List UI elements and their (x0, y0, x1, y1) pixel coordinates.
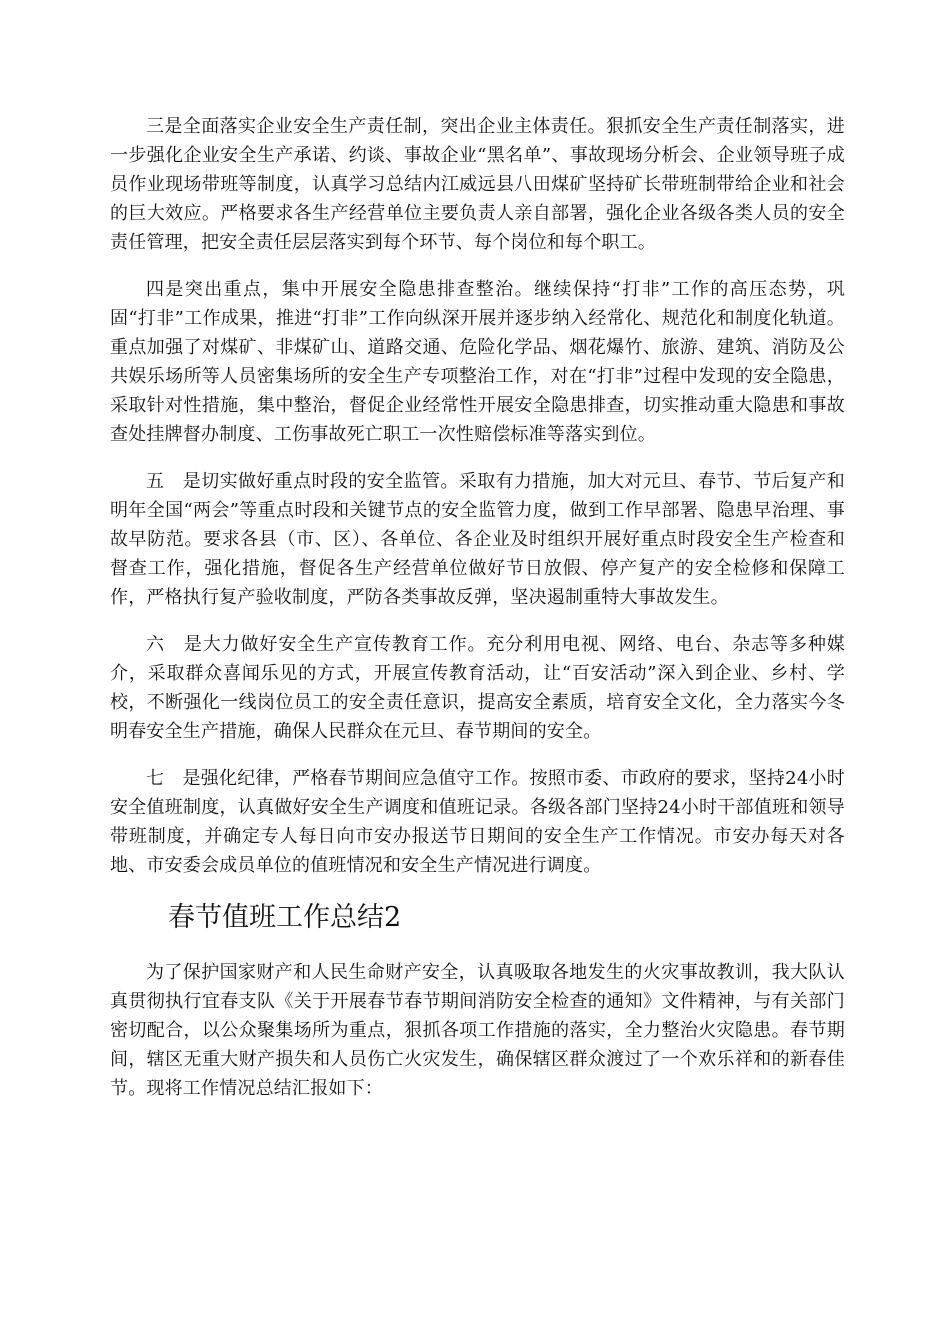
paragraph-3-responsibility: 三是全面落实企业安全生产责任制，突出企业主体责任。狠抓安全生产责任制落实，进一步强化企业安全生产承诺、约谈、事故企业“黑名单”、事故现场分析会、企业领导班子成员作业现场带班等制度，认真学习总结内江威远县八田煤矿坚持矿长带班制带给企业和社会的巨大效应。严格要求各生产经营单位主要负责人亲自部署，强化企业各级各类人员的安全责任管理，把安全责任层层落实到每个环节、每个岗位和每个职工。 (110, 116, 845, 253)
paragraph-6-publicity: 六 是大力做好安全生产宣传教育工作。充分利用电视、网络、电台、杂志等多种媒介，采取群众喜闻乐见的方式，开展宣传教育活动，让“百安活动”深入到企业、乡村、学校，不断强化一线岗位员工的安全责任意识，提高安全素质，培育安全文化，全力落实今冬明春安全生产措施，确保人民群众在元旦、春节期间的安全。 (110, 634, 845, 742)
section-title: 春节值班工作总结2 (168, 902, 402, 933)
paragraph-7-discipline: 七 是强化纪律，严格春节期间应急值守工作。按照市委、市政府的要求，坚持24小时安全值班制度，认真做好安全生产调度和值班记录。各级各部门坚持24小时干部值班和领导带班制度，并确定专人每日向市安办报送节日期间的安全生产工作情况。市安办每天对各地、市安委会成员单位的值班情况和安全生产情况进行调度。 (110, 768, 845, 876)
paragraph-4-hazard-inspection: 四是突出重点，集中开展安全隐患排查整治。继续保持“打非”工作的高压态势，巩固“打非”工作成果，推进“打非”工作向纵深开展并逐步纳入经常化、规范化和制度化轨道。重点加强了对煤矿、非煤矿山、道路交通、危险化学品、烟花爆竹、旅游、建筑、消防及公共娱乐场所等人员密集场所的安全生产专项整治工作，对在“打非”过程中发现的安全隐患，采取针对性措施，集中整治，督促企业经常性开展安全隐患排查，切实推动重大隐患和事故查处挂牌督办制度、工伤事故死亡职工一次性赔偿标准等落实到位。 (110, 279, 845, 445)
paragraph-5-key-periods: 五 是切实做好重点时段的安全监管。采取有力措施，加大对元旦、春节、节后复产和明年全国“两会”等重点时段和关键节点的安全监管力度，做到工作早部署、隐患早治理、事故早防范。要求各县（市、区）、各单位、各企业及时组织开展好重点时段安全生产检查和督查工作，强化措施，督促各生产经营单位做好节日放假、停产复产的安全检修和保障工作，严格执行复产验收制度，严防各类事故反弹，坚决遏制重特大事故发生。 (110, 471, 845, 608)
paragraph-intro: 为了保护国家财产和人民生命财产安全，认真吸取各地发生的火灾事故教训，我大队认真贯彻执行宜春支队《关于开展春节春节期间消防安全检查的通知》文件精神，与有关部门密切配合，以公众聚集场所为重点，狠抓各项工作措施的落实，全力整治火灾隐患。春节期间，辖区无重大财产损失和人员伤亡火灾发生，确保辖区群众渡过了一个欢乐祥和的新春佳节。现将工作情况总结汇报如下： (110, 962, 845, 1099)
document-page (110, 112, 845, 1121)
